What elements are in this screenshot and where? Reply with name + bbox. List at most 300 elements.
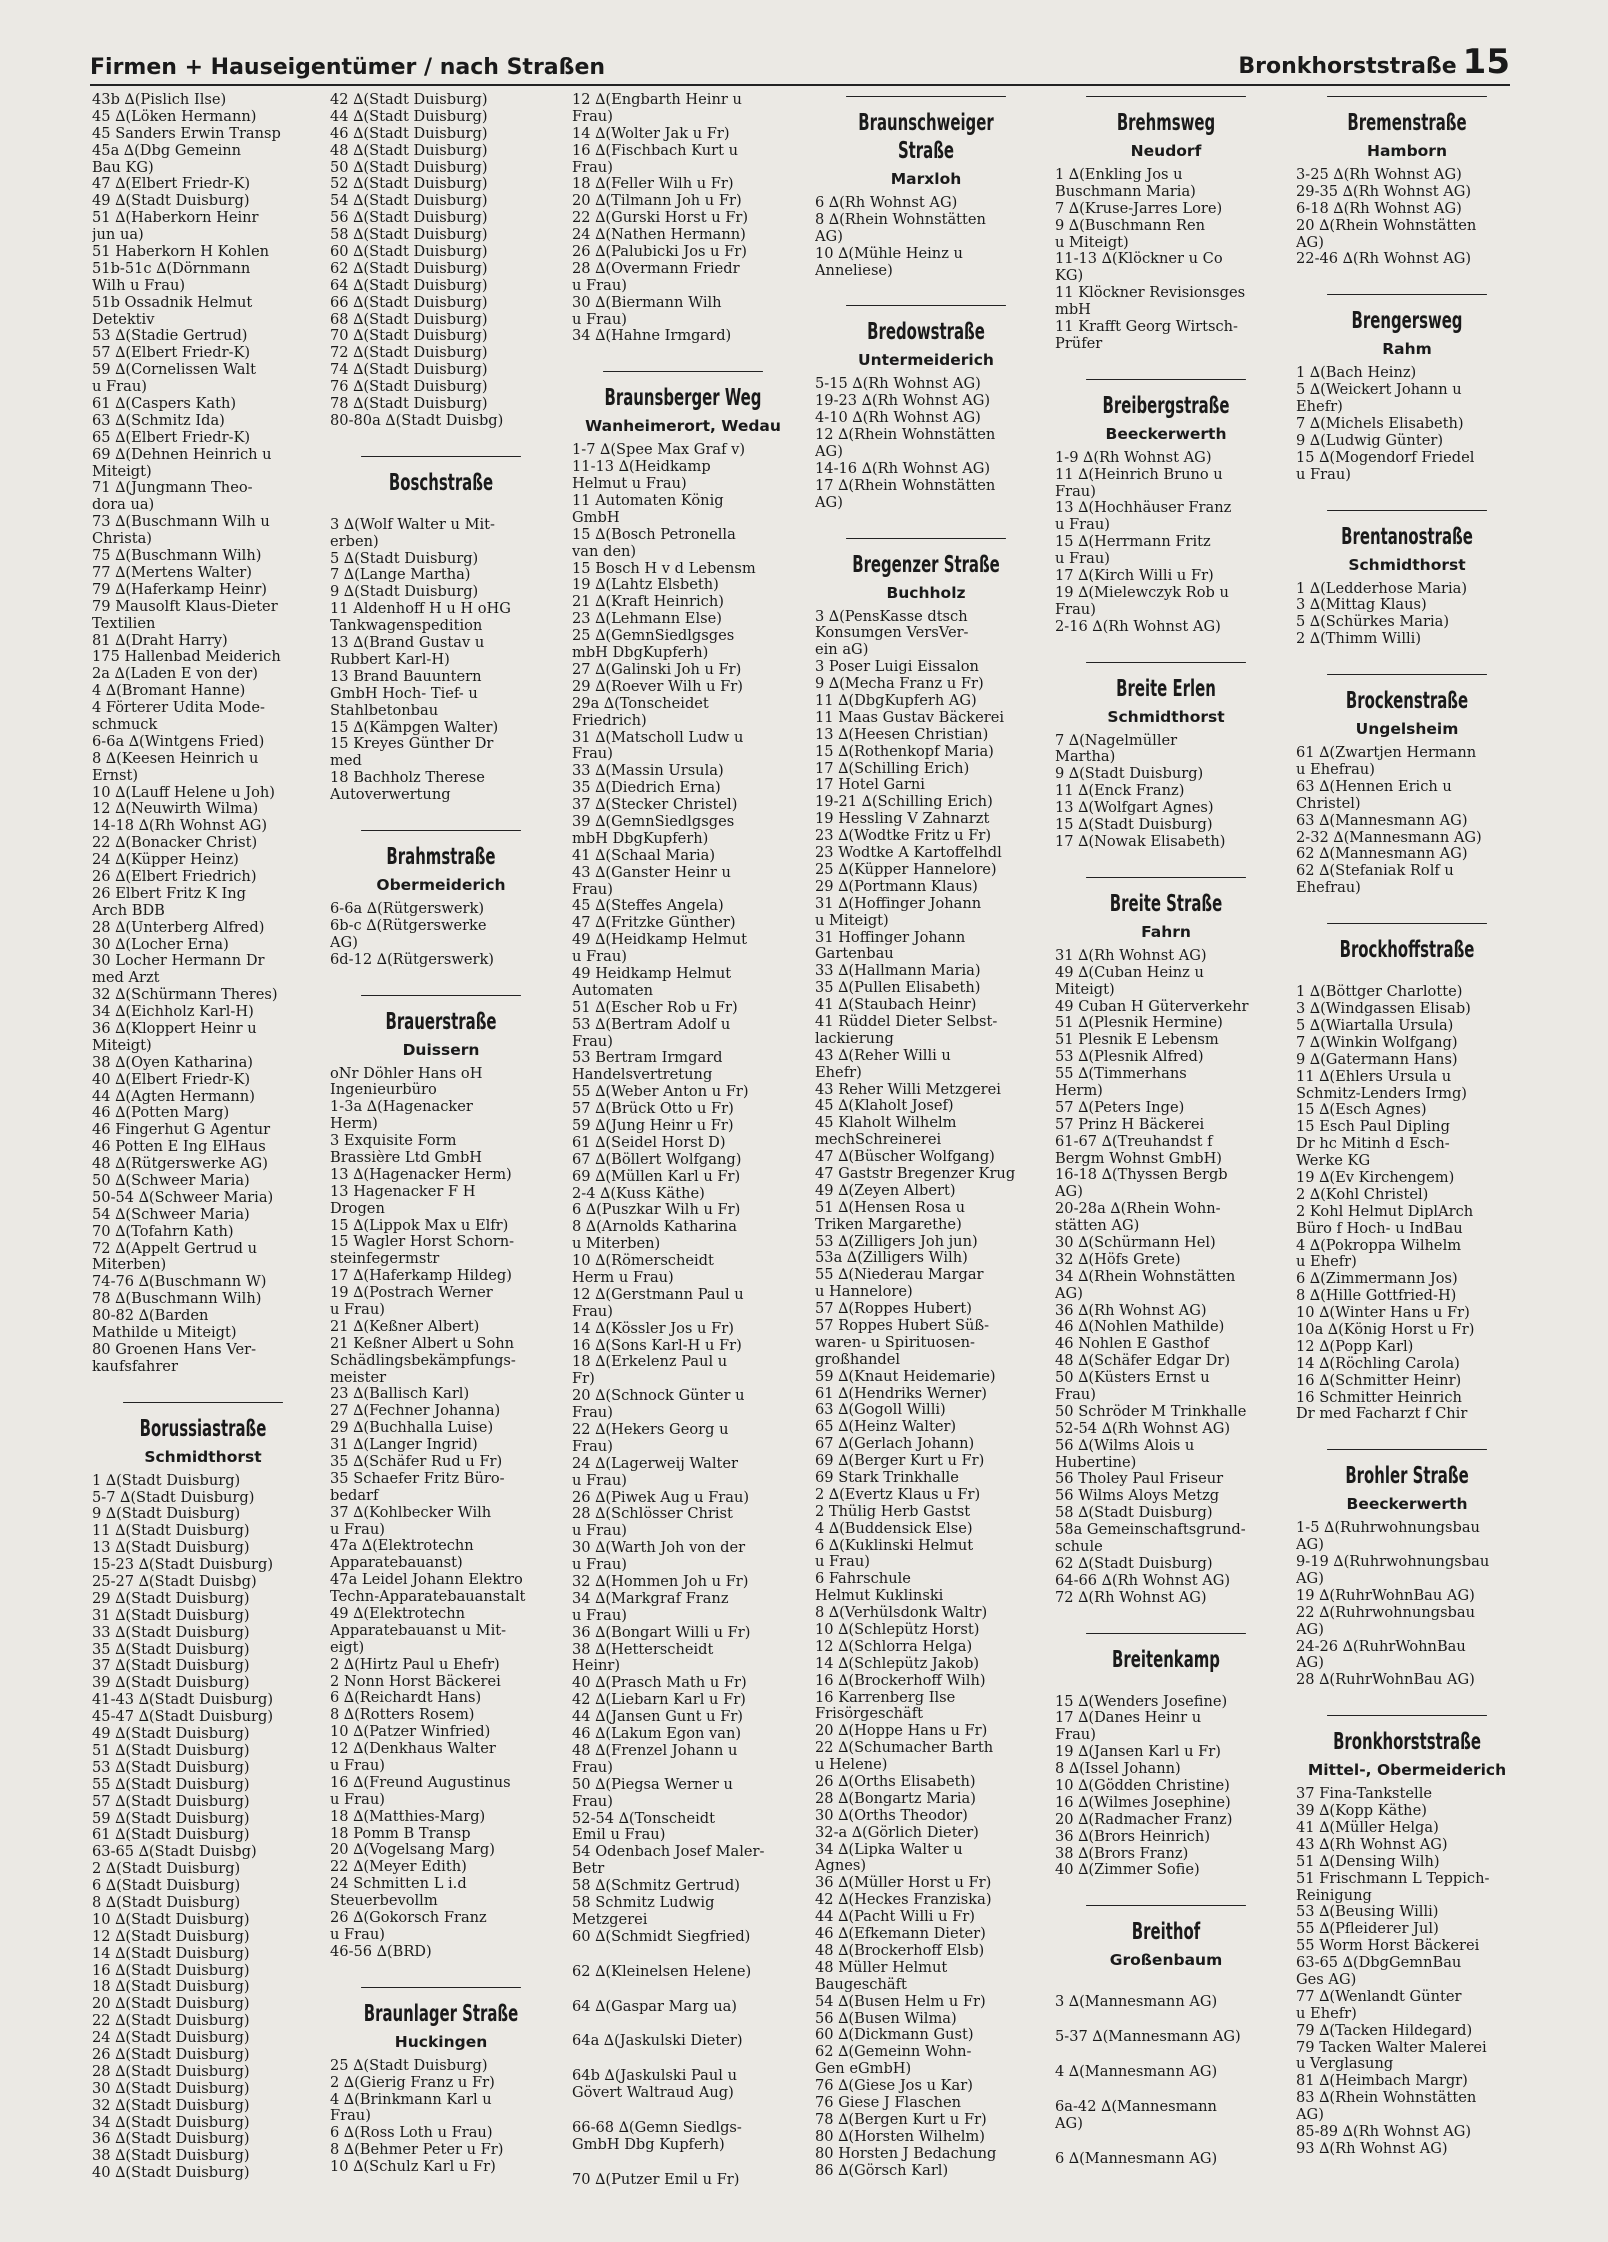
entry-line: 57 Roppes Hubert Süß-: [815, 1317, 990, 1334]
entry-line: 62 ∆(Gemeinn Wohn-: [815, 2044, 972, 2061]
street-heading: Braunschweiger Straße: [846, 96, 1006, 165]
entry-line: u Ehefrau): [1296, 762, 1375, 779]
entry-line: Stahlbetonbau: [330, 702, 439, 719]
entry-line: 58 ∆(Stadt Duisburg): [330, 227, 488, 244]
entry-line: 67 ∆(Gerlach Johann): [815, 1436, 975, 1453]
entry-line: 20 ∆(Stadt Duisburg): [92, 1996, 250, 2013]
entry-line: 63 ∆(Gogoll Willi): [815, 1402, 946, 1419]
entry-line: 15 ∆(Wenders Josefine): [1055, 1693, 1228, 1710]
entry-line: Frau): [1055, 483, 1096, 500]
entry-line: 86 ∆(Görsch Karl): [815, 2162, 949, 2179]
entry-line: 71 ∆(Jungmann Theo-: [92, 480, 253, 497]
spacer: [1055, 2046, 1277, 2064]
entry-line: 2-16 ∆(Rh Wohnst AG): [1055, 618, 1221, 635]
entry-line: 14-16 ∆(Rh Wohnst AG): [815, 460, 991, 477]
entry-line: AG): [815, 228, 843, 245]
entry-line: 37 ∆(Stecker Christel): [572, 797, 738, 814]
entry-line: meister: [330, 1369, 387, 1386]
entry-line: 43 Reher Willi Metzgerei: [815, 1081, 1001, 1098]
entry-line: 56 ∆(Wilms Alois u: [1055, 1437, 1195, 1454]
entry-line: 13 Brand Bauuntern: [330, 668, 482, 685]
entry-line: u Helene): [815, 1757, 888, 1774]
entry-line: 20-28a ∆(Rhein Wohn-: [1055, 1201, 1221, 1218]
entry-line: 65 ∆(Heinz Walter): [815, 1419, 957, 1436]
entry-line: 2 ∆(Stadt Duisburg): [92, 1861, 241, 1878]
street-heading: Braunsberger Weg: [603, 371, 763, 412]
entry-line: 32-a ∆(Görlich Dieter): [815, 1824, 979, 1841]
entry-line: 58 ∆(Schmitz Gertrud): [572, 1878, 740, 1895]
entry-line: 3-25 ∆(Rh Wohnst AG): [1296, 167, 1462, 183]
entry-line: 7 ∆(Kruse-Jarres Lore): [1055, 200, 1223, 217]
entry-line: 4-10 ∆(Rh Wohnst AG): [815, 410, 981, 427]
entry-line: 23 ∆(Wodtke Fritz u Fr): [815, 828, 992, 845]
entry-line: 70 ∆(Stadt Duisburg): [330, 328, 488, 345]
entry-line: 6 ∆(Mannesmann AG): [1055, 2150, 1218, 2167]
entry-line: 26 ∆(Gokorsch Franz: [330, 1910, 487, 1927]
entry-line: 42 ∆(Heckes Franziska): [815, 1892, 992, 1909]
entry-line: Betr: [572, 1861, 605, 1878]
entry-line: 16 Karrenberg Ilse: [815, 1689, 956, 1706]
entry-line: 22 ∆(Meyer Edith): [330, 1859, 467, 1876]
entry-line: Arch BDB: [92, 902, 165, 919]
entry-line: 33 ∆(Stadt Duisburg): [92, 1624, 250, 1641]
entry-line: 39 ∆(GemnSiedlgsges: [572, 813, 735, 830]
entry-line: 37 ∆(Stadt Duisburg): [92, 1658, 250, 1675]
entry-line: 54 ∆(Busen Helm u Fr): [815, 1993, 986, 2010]
entry-line: 6-18 ∆(Rh Wohnst AG): [1296, 200, 1462, 217]
entry-line: 57 ∆(Brück Otto u Fr): [572, 1101, 734, 1118]
entry-line: 9 ∆(Buschmann Ren: [1055, 217, 1205, 234]
entry-line: 25-27 ∆(Stadt Duisbg): [92, 1574, 257, 1591]
entry-line: 60 ∆(Stadt Duisburg): [330, 244, 488, 261]
entry-line: 12 ∆(Stadt Duisburg): [92, 1928, 250, 1945]
district-label: Marxloh: [890, 170, 962, 188]
entry-line: 19-23 ∆(Rh Wohnst AG): [815, 393, 991, 410]
entry-line: 30 ∆(Warth Joh von der: [572, 1540, 746, 1557]
entry-line: 18 ∆(Feller Wilh u Fr): [572, 176, 734, 193]
entry-line: 41-43 ∆(Stadt Duisburg): [92, 1692, 274, 1709]
entry-line: 46 ∆(Nohlen Mathilde): [1055, 1319, 1225, 1336]
entry-line: 11-13 ∆(Heidkamp: [572, 459, 711, 476]
entry-line: 11 ∆(DbgKupferh AG): [815, 693, 977, 710]
entry-line: Frau): [572, 746, 613, 763]
entry-line: 50 ∆(Stadt Duisburg): [330, 159, 488, 176]
entry-line: 3 Exquisite Form: [330, 1133, 457, 1150]
entry-line: GmbH Dbg Kupferh): [572, 2136, 725, 2153]
entry-line: 8 ∆(Hille Gottfried-H): [1296, 1288, 1457, 1305]
street-heading: Brengersweg: [1327, 294, 1487, 335]
entry-line: 29 ∆(Portmann Klaus): [815, 878, 978, 895]
entry-line: 10 ∆(Patzer Winfried): [330, 1724, 491, 1741]
entry-line: 4 ∆(Bromant Hanne): [92, 683, 246, 700]
entry-line: 81 ∆(Draht Harry): [92, 632, 228, 649]
running-head-title: Firmen + Hauseigentümer / nach Straßen: [90, 55, 606, 80]
entry-line: GmbH Hoch- Tief- u: [330, 685, 478, 702]
entry-line: 6 ∆(Rh Wohnst AG): [815, 195, 958, 211]
entry-line: 4 ∆(Mannesmann AG): [1055, 2064, 1218, 2081]
entry-line: 20 ∆(Vogelsang Marg): [330, 1842, 495, 1859]
entry-line: 16 ∆(Stadt Duisburg): [92, 1962, 250, 1979]
entry-line: u Verglasung: [1296, 2056, 1394, 2073]
entry-line: 5-15 ∆(Rh Wohnst AG): [815, 376, 981, 393]
entry-line: 43 ∆(Ganster Heinr u: [572, 864, 731, 881]
entry-line: 14 ∆(Wolter Jak u Fr): [572, 125, 730, 142]
street-heading: Bregenzer Straße: [846, 538, 1006, 579]
entry-line: 17 ∆(Haferkamp Hildeg): [330, 1268, 512, 1285]
spacer: [572, 1981, 794, 1999]
entry-line: 58a Gemeinschaftsgrund-: [1055, 1522, 1246, 1539]
entry-line: 39 ∆(Kopp Käthe): [1296, 1803, 1427, 1820]
district-label: Beeckerwerth: [1105, 424, 1227, 443]
entry-line: Agnes): [815, 1858, 867, 1875]
entry-line: 26 Elbert Fritz K Ing: [92, 885, 246, 902]
entry-line: 74-76 ∆(Buschmann W): [92, 1274, 267, 1291]
entry-line: AG): [330, 934, 358, 951]
entry-line: KG): [1055, 268, 1084, 285]
entry-line: AG): [1296, 1537, 1324, 1554]
entry-line: 22 ∆(Ruhrwohnungsbau: [1296, 1604, 1476, 1621]
entry-line: 38 ∆(Oyen Katharina): [92, 1054, 253, 1071]
spacer: [1055, 1976, 1277, 1994]
entry-line: Helmut Kuklinski: [815, 1588, 944, 1605]
entry-line: Emil u Frau): [572, 1827, 666, 1844]
entry-line: 66-68 ∆(Gemn Siedlgs-: [572, 2120, 742, 2137]
entry-line: 27 ∆(Galinski Joh u Fr): [572, 661, 742, 678]
entry-line: 40 ∆(Zimmer Sofie): [1055, 1862, 1200, 1879]
entry-line: 31 Hoffinger Johann: [815, 929, 966, 946]
entry-line: 49 ∆(Elektrotechn: [330, 1606, 465, 1623]
entry-line: erben): [330, 533, 379, 550]
entry-line: 45 ∆(Klaholt Josef): [815, 1098, 954, 1115]
entry-line: 47 ∆(Büscher Wolfgang): [815, 1149, 995, 1166]
entry-line: 32 ∆(Schürmann Theres): [92, 987, 278, 1004]
entry-line: 53 ∆(Plesnik Alfred): [1055, 1049, 1204, 1066]
entry-line: 10 ∆(Lauff Helene u Joh): [92, 784, 275, 801]
entry-line: 49 ∆(Zeyen Albert): [815, 1182, 956, 1199]
entry-line: 59 ∆(Cornelissen Walt: [92, 362, 257, 379]
entry-line: 58 Schmitz Ludwig: [572, 1894, 715, 1911]
entry-line: 70 ∆(Putzer Emil u Fr): [572, 2171, 740, 2188]
spacer: [1055, 2133, 1277, 2151]
entry-line: 18 ∆(Stadt Duisburg): [92, 1979, 250, 1996]
entry-line: 14 ∆(Schlepütz Jakob): [815, 1655, 980, 1672]
entry-line: Ingenieurbüro: [330, 1082, 437, 1099]
entry-line: 48 ∆(Brockerhoff Elsb): [815, 1942, 985, 1959]
entry-line: u Frau): [330, 1301, 385, 1318]
entry-line: 24 ∆(Küpper Heinz): [92, 852, 239, 869]
entry-line: 5 ∆(Stadt Duisburg): [330, 550, 479, 567]
entry-line: Apparatebauanst): [330, 1555, 463, 1572]
entry-line: 4 ∆(Brinkmann Karl u: [330, 2091, 492, 2108]
entry-line: 55 ∆(Timmerhans: [1055, 1066, 1187, 1083]
entry-line: 59 ∆(Stadt Duisburg): [92, 1810, 250, 1827]
entry-line: AG): [1055, 1285, 1083, 1302]
entry-line: 79 Tacken Walter Malerei: [1296, 2039, 1487, 2056]
entry-line: Frau): [572, 1759, 613, 1776]
entry-line: 47 ∆(Elbert Friedr-K): [92, 176, 251, 193]
entry-line: 45-47 ∆(Stadt Duisburg): [92, 1709, 274, 1726]
entry-line: 15 ∆(Rothenkopf Maria): [815, 743, 994, 760]
entry-line: Helmut u Frau): [572, 476, 687, 493]
entry-line: Miteigt): [1055, 981, 1115, 998]
entry-line: 15 Kreyes Günther Dr: [330, 736, 494, 753]
entry-line: 15 Bosch H v d Lebensm: [572, 560, 756, 577]
entry-line: u Frau): [92, 379, 147, 396]
entry-line: oNr Döhler Hans oH: [330, 1065, 483, 1082]
entry-line: 15 ∆(Mogendorf Friedel: [1296, 449, 1475, 466]
entry-line: Reinigung: [1296, 1887, 1372, 1904]
entry-line: 7 ∆(Michels Elisabeth): [1296, 416, 1464, 433]
street-heading: Braunlager Straße: [361, 1987, 521, 2028]
entry-line: AG): [1296, 2107, 1324, 2124]
spacer: [572, 2154, 794, 2172]
entry-line: Frau): [572, 1793, 613, 1810]
district-label: Ungelsheim: [1355, 720, 1459, 739]
entry-line: 21 ∆(Keßner Albert): [330, 1318, 480, 1335]
running-head-right: [1238, 42, 1510, 82]
entry-line: 6-6a ∆(Wintgens Fried): [92, 733, 265, 750]
entry-line: Apparatebauanst u Mit-: [330, 1622, 507, 1639]
entry-line: 36 ∆(Brors Heinrich): [1055, 1828, 1211, 1845]
entry-line: 1 ∆(Ledderhose Maria): [1296, 580, 1468, 597]
entry-line: 47 Gaststr Bregenzer Krug: [815, 1165, 1016, 1182]
entry-line: bedarf: [330, 1487, 379, 1504]
entry-line: 12 ∆(Denkhaus Walter: [330, 1741, 496, 1758]
entry-line: 4 Förterer Udita Mode-: [92, 700, 265, 717]
entry-line: Martha): [1055, 749, 1116, 766]
entry-line: 22 ∆(Hekers Georg u: [572, 1422, 729, 1439]
entry-line: Frau): [572, 881, 613, 898]
district-label: Beeckerwerth: [1346, 1495, 1468, 1514]
entry-line: 34 ∆(Lipka Walter u: [815, 1841, 963, 1858]
entry-line: 46 Potten E Ing ElHaus: [92, 1139, 266, 1156]
entry-line: 35 ∆(Diedrich Erna): [572, 780, 721, 797]
entry-line: 22-46 ∆(Rh Wohnst AG): [1296, 251, 1472, 268]
entry-line: 47a Leidel Johann Elektro: [330, 1572, 523, 1589]
entry-line: 38 ∆(Hetterscheidt: [572, 1641, 714, 1658]
street-heading: Bremenstraße: [1327, 96, 1487, 137]
entry-line: 36 ∆(Kloppert Heinr u: [92, 1020, 257, 1037]
entry-line: 8 ∆(Issel Johann): [1055, 1761, 1181, 1778]
entry-line: Frau): [1055, 1727, 1096, 1744]
entry-line: 46 ∆(Stadt Duisburg): [330, 125, 488, 142]
entry-line: 51b-51c ∆(Dörnmann: [92, 260, 251, 277]
entry-line: 42 ∆(Stadt Duisburg): [330, 92, 488, 108]
entry-line: 52-54 ∆(Tonscheidt: [572, 1810, 715, 1827]
entry-line: 41 ∆(Müller Helga): [1296, 1820, 1439, 1836]
entry-line: 2 ∆(Thimm Willi): [1296, 631, 1422, 648]
street-heading: Breite Straße: [1086, 877, 1246, 918]
entry-line: 10 ∆(Winter Hans u Fr): [1296, 1305, 1470, 1322]
entry-line: 46 ∆(Potten Marg): [92, 1105, 230, 1122]
entry-line: 28 ∆(Unterberg Alfred): [92, 919, 265, 936]
entry-line: 19-21 ∆(Schilling Erich): [815, 794, 993, 811]
spacer: [330, 499, 552, 517]
entry-line: u Frau): [572, 311, 627, 328]
street-heading: Brehmsweg: [1086, 96, 1246, 137]
entry-line: Anneliese): [815, 262, 893, 279]
entry-line: Automaten: [572, 982, 654, 999]
entry-line: 2 Thülig Herb Gastst: [815, 1503, 971, 1520]
column-4: [815, 92, 1037, 2179]
entry-line: 7 ∆(Lange Martha): [330, 567, 471, 584]
entry-line: großhandel: [815, 1351, 900, 1368]
entry-line: 43b ∆(Pislich Ilse): [92, 92, 227, 108]
entry-line: 11 Klöckner Revisionsges: [1055, 285, 1246, 302]
entry-line: 30 ∆(Locher Erna): [92, 936, 229, 953]
entry-line: 69 ∆(Müllen Karl u Fr): [572, 1168, 741, 1185]
entry-line: 51 Plesnik E Lebensm: [1055, 1032, 1219, 1049]
entry-line: Ges AG): [1296, 1972, 1357, 1989]
district-label: Mittel-, Obermeiderich: [1307, 1761, 1507, 1780]
entry-line: 9 ∆(Ludwig Günter): [1296, 432, 1444, 449]
entry-line: 51 ∆(Haberkorn Heinr: [92, 210, 259, 227]
entry-line: 2 ∆(Gierig Franz u Fr): [330, 2074, 495, 2091]
entry-line: 9 ∆(Gatermann Hans): [1296, 1051, 1458, 1068]
entry-line: 17 ∆(Kirch Willi u Fr): [1055, 568, 1214, 585]
entry-line: 11 Automaten König: [572, 493, 724, 510]
entry-line: 49 Heidkamp Helmut: [572, 965, 732, 982]
entry-line: Christel): [1296, 795, 1361, 812]
entry-line: 46 ∆(Lakum Egon van): [572, 1726, 742, 1743]
entry-line: 11 ∆(Stadt Duisburg): [92, 1523, 250, 1540]
entry-line: 19 ∆(RuhrWohnBau AG): [1296, 1587, 1475, 1604]
street-heading: Breitenkamp: [1086, 1633, 1246, 1674]
entry-line: 81 ∆(Heimbach Margr): [1296, 2073, 1468, 2090]
entry-line: 53a ∆(Zilligers Wilh): [815, 1250, 968, 1267]
entry-line: Frau): [330, 2108, 371, 2125]
spacer: [1296, 966, 1518, 984]
entry-line: 78 ∆(Bergen Kurt u Fr): [815, 2111, 987, 2128]
entry-line: 15 ∆(Stadt Duisburg): [1055, 817, 1213, 834]
entry-line: 24 Schmitten L i.d: [330, 1876, 467, 1893]
entry-line: 19 ∆(Lahtz Elsbeth): [572, 577, 719, 594]
entry-line: 1 ∆(Böttger Charlotte): [1296, 984, 1463, 1001]
entry-line: Handelsvertretung: [572, 1067, 713, 1084]
entry-line: 3 ∆(Mittag Klaus): [1296, 597, 1427, 614]
entry-line: 23 ∆(Lehmann Else): [572, 611, 722, 628]
entry-line: 30 Locher Hermann Dr: [92, 953, 265, 970]
entry-line: 35 Schaefer Fritz Büro-: [330, 1470, 505, 1487]
entry-line: 43 ∆(Rh Wohnst AG): [1296, 1836, 1448, 1853]
entry-line: Gen eGmbH): [815, 2061, 912, 2078]
entry-line: AG): [1296, 1621, 1324, 1638]
spacer: [572, 1946, 794, 1964]
entry-line: 6 ∆(Reichardt Hans): [330, 1690, 482, 1707]
entry-line: 28 ∆(RuhrWohnBau AG): [1296, 1672, 1475, 1689]
entry-line: van den): [572, 543, 637, 560]
entry-line: 41 Rüddel Dieter Selbst-: [815, 1013, 998, 1030]
entry-line: Konsumgen VersVer-: [815, 625, 969, 642]
entry-line: 36 ∆(Stadt Duisburg): [92, 2131, 250, 2148]
entry-line: 17 ∆(Rhein Wohnstätten: [815, 477, 996, 494]
spacer: [572, 2102, 794, 2120]
column-6: [1296, 92, 1518, 2158]
entry-line: 49 ∆(Stadt Duisburg): [92, 193, 250, 210]
entry-line: 46-56 ∆(BRD): [330, 1943, 432, 1960]
entry-line: 69 ∆(Berger Kurt u Fr): [815, 1453, 985, 1470]
entry-line: 11 Aldenhoff H u H oHG: [330, 601, 511, 618]
entry-line: Büro f Hoch- u IndBau: [1296, 1220, 1463, 1237]
entry-line: 12 ∆(Engbarth Heinr u: [572, 92, 742, 108]
entry-line: 29 ∆(Roever Wilh u Fr): [572, 678, 743, 695]
entry-line: 6 ∆(Kuklinski Helmut: [815, 1537, 974, 1554]
entry-line: 44 ∆(Agten Hermann): [92, 1088, 255, 1105]
entry-line: 14 ∆(Kössler Jos u Fr): [572, 1320, 734, 1337]
entry-line: 10a ∆(König Horst u Fr): [1296, 1321, 1475, 1338]
entry-line: u Frau): [572, 1523, 627, 1540]
entry-line: 19 ∆(Mielewczyk Rob u: [1055, 584, 1229, 601]
entry-line: 13 ∆(Heesen Christian): [815, 726, 989, 743]
entry-line: 17 ∆(Schilling Erich): [815, 760, 970, 777]
street-heading: Breibergstraße: [1086, 379, 1246, 420]
entry-line: 45a ∆(Dbg Gemeinn: [92, 142, 242, 159]
running-head-street: Bronkhorststraße: [1238, 54, 1457, 79]
street-heading: Brohler Straße: [1327, 1449, 1487, 1490]
entry-line: 15 ∆(Herrmann Fritz: [1055, 534, 1211, 551]
entry-line: 78 ∆(Buschmann Wilh): [92, 1291, 262, 1308]
entry-line: 69 Stark Trinkhalle: [815, 1470, 959, 1486]
entry-line: 53 ∆(Zilligers Joh jun): [815, 1233, 978, 1250]
entry-line: 6-6a ∆(Rütgerswerk): [330, 900, 485, 917]
entry-line: 24 ∆(Nathen Hermann): [572, 227, 746, 244]
entry-line: 19 ∆(Ev Kirchengem): [1296, 1169, 1455, 1186]
entry-line: 50 ∆(Piegsa Werner u: [572, 1776, 733, 1793]
entry-line: 13 Hagenacker F H: [330, 1183, 476, 1200]
entry-line: 20 ∆(Rhein Wohnstätten: [1296, 217, 1477, 234]
entry-line: 62 ∆(Mannesmann AG): [1296, 846, 1468, 863]
entry-line: 48 Müller Helmut: [815, 1959, 948, 1976]
entry-line: u Frau): [330, 1521, 385, 1538]
entry-line: 24 ∆(Stadt Duisburg): [92, 2030, 250, 2047]
entry-line: 17 Hotel Garni: [815, 777, 925, 794]
entry-line: u Frau): [572, 1472, 627, 1489]
entry-line: Steuerbevollm: [330, 1893, 438, 1910]
entry-line: 24 ∆(Lagerweij Walter: [572, 1455, 738, 1472]
entry-line: Miteigt): [92, 1037, 152, 1054]
entry-line: 46 Nohlen E Gasthof: [1055, 1336, 1210, 1353]
entry-line: 2 ∆(Evertz Klaus u Fr): [815, 1486, 981, 1503]
entry-line: 54 ∆(Stadt Duisburg): [330, 193, 488, 210]
entry-line: 26 ∆(Palubicki Jos u Fr): [572, 244, 747, 261]
entry-line: AG): [815, 494, 843, 511]
entry-line: 31 ∆(Stadt Duisburg): [92, 1607, 250, 1624]
district-label: Untermeiderich: [858, 351, 994, 370]
entry-line: 61 ∆(Hendriks Werner): [815, 1385, 987, 1402]
entry-line: 47a ∆(Elektrotechn: [330, 1538, 474, 1555]
entry-line: Triken Margarethe): [815, 1216, 962, 1233]
entry-line: 44 ∆(Stadt Duisburg): [330, 108, 488, 125]
entry-line: 18 ∆(Matthies-Marg): [330, 1808, 486, 1825]
entry-line: u Hannelore): [815, 1284, 913, 1301]
entry-line: 3 ∆(PensKasse dtsch: [815, 608, 968, 625]
entry-line: 4 ∆(Buddensick Else): [815, 1520, 973, 1537]
entry-line: 10 ∆(Römerscheidt: [572, 1253, 714, 1270]
entry-line: 51 ∆(Stadt Duisburg): [92, 1742, 250, 1759]
entry-line: 2 Nonn Horst Bäckerei: [330, 1673, 501, 1690]
entry-line: 8 ∆(Behmer Peter u Fr): [330, 2142, 504, 2159]
entry-line: Rubbert Karl-H): [330, 651, 450, 668]
entry-line: 32 ∆(Stadt Duisburg): [92, 2097, 250, 2114]
entry-line: Herm): [1055, 1082, 1103, 1099]
entry-line: 62 ∆(Stefaniak Rolf u: [1296, 863, 1454, 880]
entry-line: 15 ∆(Kämpgen Walter): [330, 719, 499, 736]
entry-line: 1 ∆(Enkling Jos u: [1055, 167, 1183, 183]
entry-line: 6 ∆(Zimmermann Jos): [1296, 1271, 1458, 1288]
page-header: [90, 42, 1510, 86]
entry-line: Heinr): [572, 1658, 621, 1675]
district-label: Rahm: [1382, 340, 1432, 359]
